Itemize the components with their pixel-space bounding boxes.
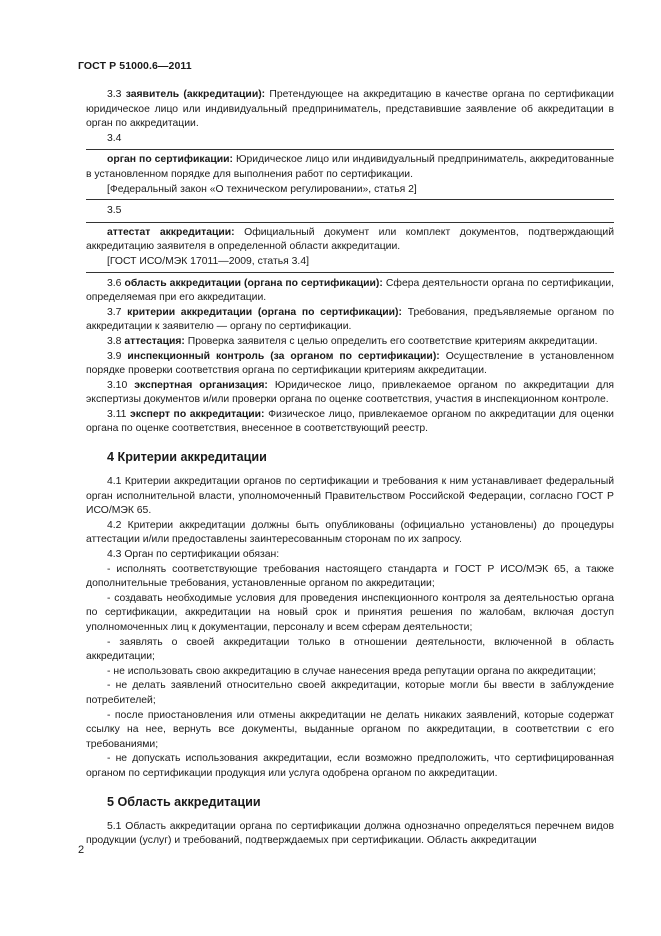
definition-text: Осуществление в установленном порядке проверки соответствия органа по сертификации критериям аккредитации.	[86, 350, 614, 377]
source-reference: [Федеральный закон «О техническом регулировании», статья 2]	[107, 183, 417, 195]
term: критерии аккредитации (органа по сертификации):	[127, 306, 402, 318]
definition-3-3	[86, 88, 614, 132]
definition-text: Юридическое лицо или индивидуальный предприниматель, аккредитованные в установленном порядке для выполнения работ по сертификации.	[86, 154, 614, 180]
definition-text: Проверка заявителя с целью определить его соответствие критериям аккредитации.	[187, 335, 598, 347]
term: область аккредитации (органа по сертификации):	[124, 277, 383, 289]
term: эксперт по аккредитации:	[130, 408, 265, 420]
term: аттестация:	[124, 335, 185, 347]
definition-box-3-5	[86, 222, 614, 273]
clause-number: 3.8	[107, 335, 122, 347]
term: аттестат аккредитации:	[107, 226, 235, 238]
definition-text: Официальный документ или комплект документов, подтверждающий аккредитацию заявителя в определенной области аккредитации.	[86, 226, 614, 253]
definition-text: Cфера деятельности органа по сертификации, определяемая при его аккредитации.	[86, 277, 614, 304]
list-item: - не использовать свою аккредитацию в случае нанесения вреда репутации органа по аккредитации;	[107, 665, 596, 677]
paragraph-4-2: 4.2 Критерии аккредитации должны быть опубликованы (официально установлены) до процедуры аттестации и/или предоставлены заинтересованным сторонам по их запросу.	[86, 519, 614, 546]
clause-number: 3.11	[107, 408, 127, 420]
section-heading-5: 5 Область аккредитации	[107, 794, 261, 809]
list-item: - заявлять о своей аккредитации только в отношении деятельности, включенной в область аккредитации;	[86, 636, 614, 663]
definition-3-6	[86, 277, 614, 306]
definition-3-7	[86, 306, 614, 335]
section-heading-4: 4 Критерии аккредитации	[107, 450, 267, 465]
term: орган по сертификации:	[107, 154, 233, 166]
clause-number-3-5: 3.5	[107, 205, 122, 217]
term: заявитель (аккредитации):	[125, 89, 266, 100]
clause-number: 3.10	[107, 379, 128, 391]
document-header: ГОСТ Р 51000.6—2011	[78, 60, 192, 72]
definition-box-3-4	[86, 149, 614, 200]
list-item: - не делать заявлений относительно своей аккредитации, которые могли бы ввести в заблуждение потребителей;	[86, 680, 614, 706]
definition-3-11	[86, 408, 614, 437]
definition-3-4	[86, 153, 614, 182]
definition-text: Юридическое лицо, привлекаемое органом по аккредитации для экспертизы документов и/или проверки органа по оценке соответствия, участия в инспекционном контроле.	[86, 379, 615, 406]
list-item: - не допускать использования аккредитации, если возможно предположить, что сертифицированная органом по сертификации продукция или услуга одобрена органом по аккредитации.	[86, 753, 614, 779]
paragraph-4-1: 4.1 Критерии аккредитации органов по сертификации и требования к ним устанавливает федеральный орган исполнительной власти, уполномоченный Правительством Российской Федерации, согласно ГОСТ Р ИСО/МЭК 65.	[86, 476, 614, 517]
clause-number: 3.7	[107, 306, 122, 318]
clause-number: 3.9	[107, 350, 122, 362]
page-number: 2	[78, 844, 85, 856]
document-body	[86, 88, 614, 849]
definition-3-9	[86, 350, 614, 379]
term: инспекционный контроль (за органом по сертификации):	[127, 350, 440, 362]
term: экспертная организация:	[134, 379, 268, 391]
list-item: - создавать необходимые условия для проведения инспекционного контроля за деятельностью органа по сертификации, аккредитации на новый срок и принятия решения по жалобам, включая доступ уполномоченных лиц к документации, персоналу и всем сферам деятельности;	[86, 592, 614, 633]
clause-number-3-4: 3.4	[107, 132, 122, 144]
definition-text: Претендующее на аккредитацию в качестве органа по сертификации юридическое лицо или индивидуальный предприниматель, представившие заявление об аккредитации в орган по аккредитации.	[86, 89, 614, 130]
definition-text: Физическое лицо, привлекаемое органом по аккредитации для оценки органа по оценке соответствия, внесенное в соответствующий реестр.	[86, 408, 614, 435]
paragraph-4-3: 4.3 Орган по сертификации обязан:	[107, 549, 280, 561]
definition-3-10	[86, 379, 614, 408]
source-reference: [ГОСТ ИСО/МЭК 17011—2009, статья 3.4]	[107, 255, 309, 267]
paragraph-5-1: 5.1 Область аккредитации органа по сертификации должна однозначно определяться перечнем видов продукции (услуг) и требований, подтверждаемых при сертификации. Область аккредитации	[86, 820, 614, 847]
clause-number: 3.3	[107, 89, 122, 100]
definition-3-5	[86, 226, 614, 255]
definition-3-8	[86, 335, 614, 350]
clause-number: 3.6	[107, 277, 122, 289]
list-item: - исполнять соответствующие требования настоящего стандарта и ГОСТ Р ИСО/МЭК 65, а также дополнительные требования, установленные органом по аккредитации;	[86, 563, 614, 590]
definition-text: Требования, предъявляемые органом по аккредитации к заявителю — органу по сертификации.	[86, 306, 615, 333]
list-item: - после приостановления или отмены аккредитации не делать никаких заявлений, которые содержат ссылку на нее, вернуть все документы, выданные органом по аккредитации, в соответствии с его требованиями;	[86, 709, 614, 750]
